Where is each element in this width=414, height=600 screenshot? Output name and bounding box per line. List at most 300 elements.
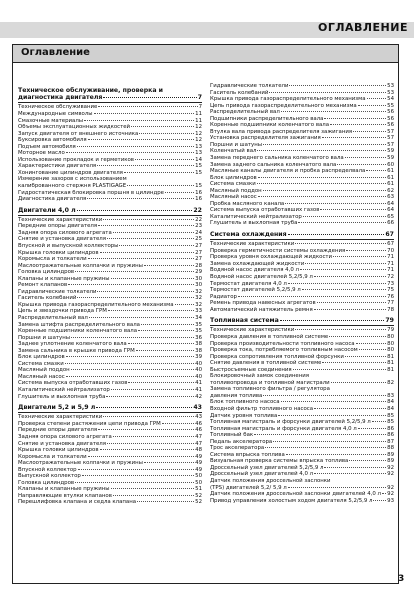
toc-entry-page: 23	[195, 223, 202, 230]
toc-entry-title: Датчик положения дроссельной заслонки двигателей 4,0 л	[210, 491, 381, 498]
leader-dots	[280, 320, 385, 321]
leader-dots	[373, 500, 386, 501]
toc-entry-title: Гидравлические толкатели	[18, 288, 97, 295]
toc-entry-title: Крышка головки цилиндров	[18, 447, 99, 454]
toc-entry-page: 46	[195, 420, 202, 427]
leader-dots	[298, 222, 386, 223]
toc-entry-title: Запуск двигателя от внешнего источника	[18, 130, 139, 137]
leader-dots	[349, 460, 386, 461]
toc-entry-page: 50	[195, 479, 202, 486]
toc-section-title: Техническое обслуживание, проверка и	[18, 87, 163, 94]
toc-entry-page: 60	[387, 161, 394, 168]
toc-entry[interactable]	[18, 196, 202, 203]
toc-entry-title: Проверка давления в топливной системе	[210, 334, 329, 340]
leader-dots	[322, 137, 386, 138]
toc-entry-title: Топливная магистраль и форсунки двигателей 5,2/5,9 л	[210, 419, 371, 426]
leader-dots	[281, 111, 386, 112]
toc-entry-title: Входной фильтр топливного насоса	[210, 406, 314, 413]
toc-entry-title: Техническое обслуживание	[18, 104, 98, 111]
toc-entry-page: 33	[195, 308, 202, 315]
header-title: ОГЛАВЛЕНИЕ	[318, 21, 408, 34]
toc-entry-page: 41	[195, 387, 202, 394]
leader-dots	[77, 210, 193, 211]
toc-entry[interactable]	[18, 499, 202, 506]
toc-title-bar	[13, 45, 398, 63]
toc-entry-page: 11	[195, 110, 202, 117]
toc-entry-page: 27	[195, 243, 202, 249]
toc-entry-title: Проверка тока, потребляемого топливным насосом	[210, 347, 358, 354]
leader-dots	[281, 401, 387, 402]
toc-entry-title: Передние опоры двигателя	[18, 223, 98, 230]
leader-dots	[75, 271, 194, 272]
leader-dots	[320, 209, 386, 210]
toc-entry-title: Подъем автомобиля	[18, 143, 76, 150]
toc-entry-title: Каталитический нейтрализатор	[18, 387, 110, 394]
toc-entry-title: Термостат двигателей 5,2/5,9 л	[210, 287, 301, 294]
toc-entry-title: Поршни и шатуны	[18, 334, 71, 341]
toc-entry-page: 39	[195, 354, 202, 361]
toc-entry-page: 53	[387, 83, 394, 89]
leader-dots	[107, 238, 194, 239]
leader-dots	[111, 389, 194, 390]
toc-entry-title: Гидравлические толкатели	[210, 83, 289, 89]
section-rule	[210, 325, 394, 326]
toc-entry-page: 70	[387, 247, 394, 254]
toc-entry-title: Коренные подшипники коленчатого вала	[210, 122, 330, 129]
toc-entry-title: Коромысла и толкатели	[18, 453, 87, 460]
leader-dots	[257, 183, 386, 184]
leader-dots	[100, 449, 195, 450]
toc-entry-title: Система впрыска топлива	[210, 451, 285, 458]
toc-entry-page: 56	[387, 109, 394, 116]
toc-entry-title: Перешлифовка клапана и седла клапана	[18, 499, 137, 506]
toc-entry-page: 62	[387, 187, 394, 194]
toc-entry-title: Подшипники распределительного вала	[210, 115, 324, 122]
toc-entry-title: Визуальная проверка системы впрыска топлива	[210, 458, 349, 465]
toc-entry-page: 16	[195, 189, 202, 196]
toc-entry[interactable]	[210, 307, 394, 314]
leader-dots	[367, 98, 387, 99]
toc-entry-page: 72	[387, 273, 394, 280]
toc-entry-page: 14	[195, 156, 202, 163]
toc-entry-page: 73	[387, 280, 394, 287]
toc-entry-title: Водяной насос двигателей 5,2/5,9 л	[210, 273, 313, 280]
toc-entry-title: Топливная магистраль и форсунки двигателя 4,0 л	[210, 425, 357, 432]
toc-entry-title: Клапаны и клапанные пружины	[18, 275, 110, 282]
toc-entry-page: 57	[387, 128, 394, 135]
toc-entry-page: 48	[195, 447, 202, 454]
toc-entry-title: Замена переднего сальника коленчатого вала	[210, 155, 344, 162]
toc-entry-page: 92	[387, 471, 394, 478]
toc-entry-title: Головка цилиндров	[18, 269, 75, 276]
leader-dots	[288, 234, 385, 235]
leader-dots	[131, 126, 194, 127]
toc-entry-page: 41	[195, 380, 202, 387]
toc-entry-page: 24	[195, 229, 202, 236]
toc-entry-title: Педаль акселератора	[210, 438, 273, 445]
toc-entry-page: 46	[195, 427, 202, 434]
toc-entry-page: 65	[387, 213, 394, 220]
toc-entry-title: Технические характеристики	[18, 216, 103, 223]
toc-entry-page: 75	[387, 287, 394, 294]
toc-entry-page: 28	[195, 262, 202, 269]
leader-dots	[113, 495, 194, 496]
toc-entry-page: 49	[195, 466, 202, 473]
leader-dots	[331, 382, 386, 383]
toc-entry-title: Измерение зазоров с использованием	[18, 176, 127, 183]
toc-entry-page: 82	[387, 379, 394, 386]
leader-dots	[96, 407, 192, 408]
toc-entry-title: Направляющие втулки клапанов	[18, 492, 112, 499]
toc-entry-title: Головка цилиндров	[18, 479, 75, 486]
leader-dots	[273, 441, 386, 442]
toc-entry-page: 15	[195, 163, 202, 170]
leader-dots	[314, 473, 386, 474]
toc-entry-title: Пробка масляного канала	[210, 200, 285, 207]
leader-dots	[317, 302, 387, 303]
leader-dots	[138, 330, 194, 331]
toc-entry-page: 66	[387, 220, 394, 227]
toc-entry-page: 15	[195, 169, 202, 176]
leader-dots	[89, 317, 194, 318]
leader-dots	[94, 113, 195, 114]
toc-entry-page: 78	[387, 306, 394, 313]
toc-entry-page: 53	[387, 89, 394, 96]
leader-dots	[337, 164, 386, 165]
toc-entry[interactable]	[210, 498, 394, 505]
toc-entry-title: Крышка привода газораспределительного механизма	[210, 96, 366, 103]
toc-entry-title: Снятие давления в топливной системе	[210, 360, 322, 367]
toc-entry-page: 67	[387, 241, 394, 248]
toc-entry-page: 63	[387, 194, 394, 201]
leader-dots	[108, 310, 194, 311]
leader-dots	[303, 216, 386, 217]
leader-dots	[124, 172, 194, 173]
toc-entry-title: Автоматический натяжитель ремня	[210, 306, 313, 313]
toc-section-heading[interactable]	[210, 317, 394, 326]
toc-entry-page: 86	[387, 432, 394, 439]
leader-dots	[330, 124, 386, 125]
toc-entry-title: Цепь привода газораспределительного механизма	[210, 102, 357, 109]
toc-entry-page: 27	[195, 256, 202, 263]
leader-dots	[263, 190, 386, 191]
toc-entry-title: Цепь и звездочки привода ГРМ	[18, 308, 107, 315]
toc-entry-page: 22	[195, 216, 202, 223]
toc-entry[interactable]	[18, 394, 202, 401]
leader-dots	[358, 428, 386, 429]
leader-dots	[111, 488, 195, 489]
toc-entry-title: Впускной коллектор	[18, 466, 77, 473]
toc-entry[interactable]	[210, 220, 394, 227]
toc-entry-page: 85	[387, 419, 394, 426]
leader-dots	[106, 396, 194, 397]
leader-dots	[285, 203, 386, 204]
toc-entry-page: 49	[195, 453, 202, 460]
leader-dots	[77, 146, 194, 147]
toc-entry-page: 56	[387, 122, 394, 129]
leader-dots	[65, 363, 194, 364]
leader-dots	[137, 501, 194, 502]
toc-entry-page: 12	[195, 137, 202, 144]
leader-dots	[263, 144, 386, 145]
leader-dots	[128, 343, 194, 344]
toc-entry-page: 51	[195, 486, 202, 493]
toc-entry-page: 30	[195, 282, 202, 289]
toc-entry-title: Моторное масло	[18, 150, 65, 157]
toc-entry-title: Снятие и установка двигателя	[18, 236, 106, 243]
toc-entry-page: 57	[387, 141, 394, 148]
toc-entry-page: 36	[195, 334, 202, 341]
toc-entry-page: 50	[195, 473, 202, 480]
leader-dots	[136, 350, 194, 351]
toc-entry-title: Гидростатическая блокировка поршня в цилиндре	[18, 189, 164, 196]
leader-dots	[258, 196, 386, 197]
leader-dots	[314, 309, 386, 310]
toc-section-page: 7	[197, 94, 202, 102]
toc-entry-title: Снятие и установка двигателя	[18, 440, 106, 447]
leader-dots	[346, 250, 386, 251]
toc-entry-page: 89	[387, 451, 394, 458]
leader-dots	[382, 493, 386, 494]
leader-dots	[165, 192, 194, 193]
toc-entry-title: Крышка головки цилиндров	[18, 249, 99, 256]
leader-dots	[269, 92, 386, 93]
leader-dots	[144, 462, 194, 463]
toc-entry-title: Система смазки	[18, 360, 64, 367]
toc-entry-page: 52	[195, 492, 202, 499]
toc-entry-title: Выпускной коллектор	[18, 473, 81, 480]
toc-entry-title: Замена сальника в крышке привода ГРМ	[18, 347, 135, 354]
toc-entry-title: Технические характеристики	[210, 327, 295, 334]
leader-dots	[372, 421, 386, 422]
leader-dots	[238, 296, 386, 297]
toc-entry-title: Масляный поддон	[210, 187, 262, 194]
leader-dots	[66, 152, 194, 153]
toc-entry-title: Ремень привода навесных агрегатов	[210, 300, 316, 307]
toc-entry-title: Маслоотражательные колпачки и пружины	[18, 262, 143, 269]
toc-entry-page: 88	[387, 445, 394, 452]
toc-entry-title: Масляный поддон	[18, 367, 70, 374]
toc-entry-page: 86	[387, 425, 394, 432]
toc-entry-page: 71	[387, 254, 394, 261]
leader-dots	[113, 436, 194, 437]
leader-dots	[77, 297, 194, 298]
leader-dots	[258, 177, 386, 178]
leader-dots	[286, 454, 386, 455]
leader-dots	[295, 329, 386, 330]
toc-entry-title: Проверка степени растяжения цепи привода ГРМ	[18, 420, 161, 427]
leader-dots	[257, 150, 386, 151]
toc-entry-page: 61	[387, 168, 394, 175]
toc-entry-title: Масляные каналы двигателя и пробка распределвала	[210, 168, 366, 175]
toc-entry-page: 30	[195, 275, 202, 282]
leader-dots	[162, 423, 194, 424]
toc-entry-title: Дроссельный узел двигателей 4,0 л	[210, 471, 314, 478]
leader-dots	[288, 283, 386, 284]
leader-dots	[324, 467, 386, 468]
toc-title: Оглавление	[21, 47, 90, 58]
leader-dots	[78, 469, 195, 470]
toc-entry-page: 43	[195, 414, 202, 421]
toc-entry-title: Дроссельный узел двигателей 5,2/5,9 л	[210, 464, 324, 471]
toc-entry-page: 56	[387, 115, 394, 122]
toc-entry-title: Технические характеристики	[18, 414, 103, 421]
toc-entry-title: топливопровода и топливной магистрали	[210, 379, 330, 386]
toc-entry-page: 81	[387, 366, 394, 373]
toc-frame	[12, 44, 399, 584]
leader-dots	[293, 369, 386, 370]
leader-dots	[84, 120, 194, 121]
leader-dots	[87, 198, 194, 199]
toc-entry-title: Международные символы	[18, 110, 93, 117]
toc-section-page: 43	[193, 404, 202, 412]
section-rule	[18, 215, 202, 216]
toc-entry-title: Датчик положения дроссельной заслонки	[210, 478, 331, 485]
toc-entry-title: Заднее уплотнение коленчатого вала	[18, 341, 127, 348]
leader-dots	[88, 139, 195, 140]
toc-entry-title: Втулка вала привода распределителя зажигания	[210, 128, 353, 135]
toc-entry-title: Диагностика двигателя	[18, 196, 87, 203]
toc-entry-page: 34	[195, 315, 202, 322]
leader-dots	[345, 356, 386, 357]
toc-entry-title: Впускной и выпускной коллекторы	[18, 243, 119, 249]
toc-entry-page: 92	[387, 491, 394, 498]
toc-entry-title: Ремонт клапанов	[18, 282, 68, 289]
leader-dots	[254, 434, 386, 435]
toc-entry-page: 52	[195, 499, 202, 506]
leader-dots	[300, 269, 386, 270]
toc-entry-title: Проверка герметичности системы охлаждения	[210, 247, 346, 254]
toc-entry-title: Датчик уровня топлива	[210, 412, 278, 419]
toc-entry-page: 12	[195, 130, 202, 137]
toc-entry-title: Масляный насос	[210, 194, 257, 201]
toc-section-heading[interactable]	[18, 404, 202, 413]
toc-entry-title: Гаситель колебаний	[18, 295, 77, 302]
leader-dots	[356, 343, 387, 344]
leader-dots	[111, 278, 195, 279]
toc-entry-page: 47	[195, 440, 202, 447]
toc-section-heading[interactable]	[18, 87, 202, 103]
leader-dots	[314, 408, 386, 409]
leader-dots	[97, 291, 194, 292]
toc-entry-page: 32	[195, 288, 202, 295]
toc-entry-page: 61	[387, 181, 394, 188]
toc-entry-page: 59	[387, 148, 394, 155]
toc-entry-page: 64	[387, 207, 394, 214]
leader-dots	[263, 395, 386, 396]
toc-entry-page: 71	[387, 260, 394, 267]
leader-dots	[295, 243, 386, 244]
leader-dots	[322, 362, 386, 363]
toc-entry-title: Блок топливного насоса	[210, 399, 280, 406]
leader-dots	[100, 252, 195, 253]
toc-entry-title: Масляный насос	[18, 373, 65, 380]
toc-section-title: Двигатели 4,0 л	[18, 206, 76, 214]
toc-entry-title: Привод управления холостым ходом двигателя 5,2/5,9 л	[210, 497, 373, 504]
toc-entry-title: Замена заднего сальника коленчатого вала	[210, 161, 337, 168]
toc-entry-page: 85	[387, 412, 394, 419]
toc-entry-page: 80	[387, 334, 394, 340]
toc-entry-title: Распределительный вал	[18, 315, 88, 322]
toc-entry-page: 59	[387, 155, 394, 162]
toc-entry-title: Смазочные материалы	[18, 117, 84, 124]
toc-section-heading[interactable]	[210, 231, 394, 240]
toc-entry-title: Система смазки	[210, 181, 256, 188]
toc-entry-title: Буксировка автомобиля	[18, 137, 87, 144]
toc-entry-page: 64	[387, 200, 394, 207]
leader-dots	[98, 225, 194, 226]
page-number: 3	[398, 574, 405, 584]
toc-entry-page: 77	[387, 300, 394, 307]
toc-entry-page: 93	[387, 497, 394, 504]
toc-entry-page: 15	[195, 182, 202, 189]
toc-entry-title: Замена топливного фильтра / регулятора	[210, 386, 330, 393]
toc-entry-title: Маслоотражательные колпачки и пружины	[18, 460, 143, 467]
toc-entry-title: Проверка сопротивления топливной форсунки	[210, 353, 344, 360]
leader-dots	[119, 245, 194, 246]
leader-dots	[289, 85, 386, 86]
toc-entry-title: (TPS) двигателей 5,2/ 5,9 л	[210, 484, 287, 491]
toc-entry-title: Блок цилиндров	[18, 354, 65, 361]
leader-dots	[144, 265, 194, 266]
leader-dots	[302, 289, 386, 290]
toc-entry-title: Топливный бак	[210, 432, 254, 439]
leader-dots	[107, 443, 194, 444]
toc-section-title: Двигатели 5,2 и 5,9 л	[18, 404, 96, 412]
toc-entry-page: 71	[387, 267, 394, 274]
leader-dots	[128, 382, 194, 383]
toc-entry-title: Характеристики двигателя	[18, 163, 97, 170]
toc-entry-title: Установка распределителя зажигания	[210, 135, 321, 142]
toc-entry-page: 7	[198, 104, 202, 111]
toc-entry-title: Проверка уровня охлаждающей жидкости	[210, 254, 333, 261]
toc-entry-title: Замена штифта распределительного вала	[18, 321, 140, 328]
toc-entry-title: Система выпуска отработавших газов	[18, 380, 128, 387]
toc-entry-page: 40	[195, 373, 202, 380]
leader-dots	[333, 256, 386, 257]
toc-entry-page: 79	[387, 327, 394, 334]
toc-entry-page: 38	[195, 341, 202, 348]
section-rule	[18, 102, 202, 103]
toc-entry-title: Водяной насос двигателя 4,0 л	[210, 267, 299, 274]
toc-entry-page: 12	[195, 124, 202, 131]
toc-entry-title: Клапаны и клапанные пружины	[18, 486, 110, 493]
leader-dots	[324, 118, 386, 119]
toc-section-title: Система охлаждения	[210, 231, 287, 239]
leader-dots	[103, 97, 196, 98]
leader-dots	[71, 369, 194, 370]
leader-dots	[71, 337, 194, 338]
toc-entry-title: Технические характеристики	[210, 241, 295, 248]
toc-entry-page: 55	[387, 102, 394, 109]
toc-section-page: 22	[193, 206, 202, 214]
toc-entry-page: 76	[387, 293, 394, 300]
toc-entry-page: 92	[387, 464, 394, 471]
toc-section-page: 67	[385, 231, 394, 239]
toc-entry-title: Распределительный вал	[210, 109, 280, 116]
leader-dots	[66, 356, 194, 357]
toc-section-heading[interactable]	[18, 207, 202, 216]
toc-entry-title: Радиатор	[210, 293, 237, 300]
toc-right-column	[210, 83, 394, 504]
leader-dots	[175, 304, 195, 305]
leader-dots	[135, 159, 194, 160]
leader-dots	[98, 429, 194, 430]
leader-dots	[314, 276, 386, 277]
toc-entry-title: Гаситель колебаний	[210, 89, 269, 96]
toc-entry-page: 40	[195, 367, 202, 374]
toc-entry-title: Блокировочный замок соединения	[210, 373, 310, 380]
